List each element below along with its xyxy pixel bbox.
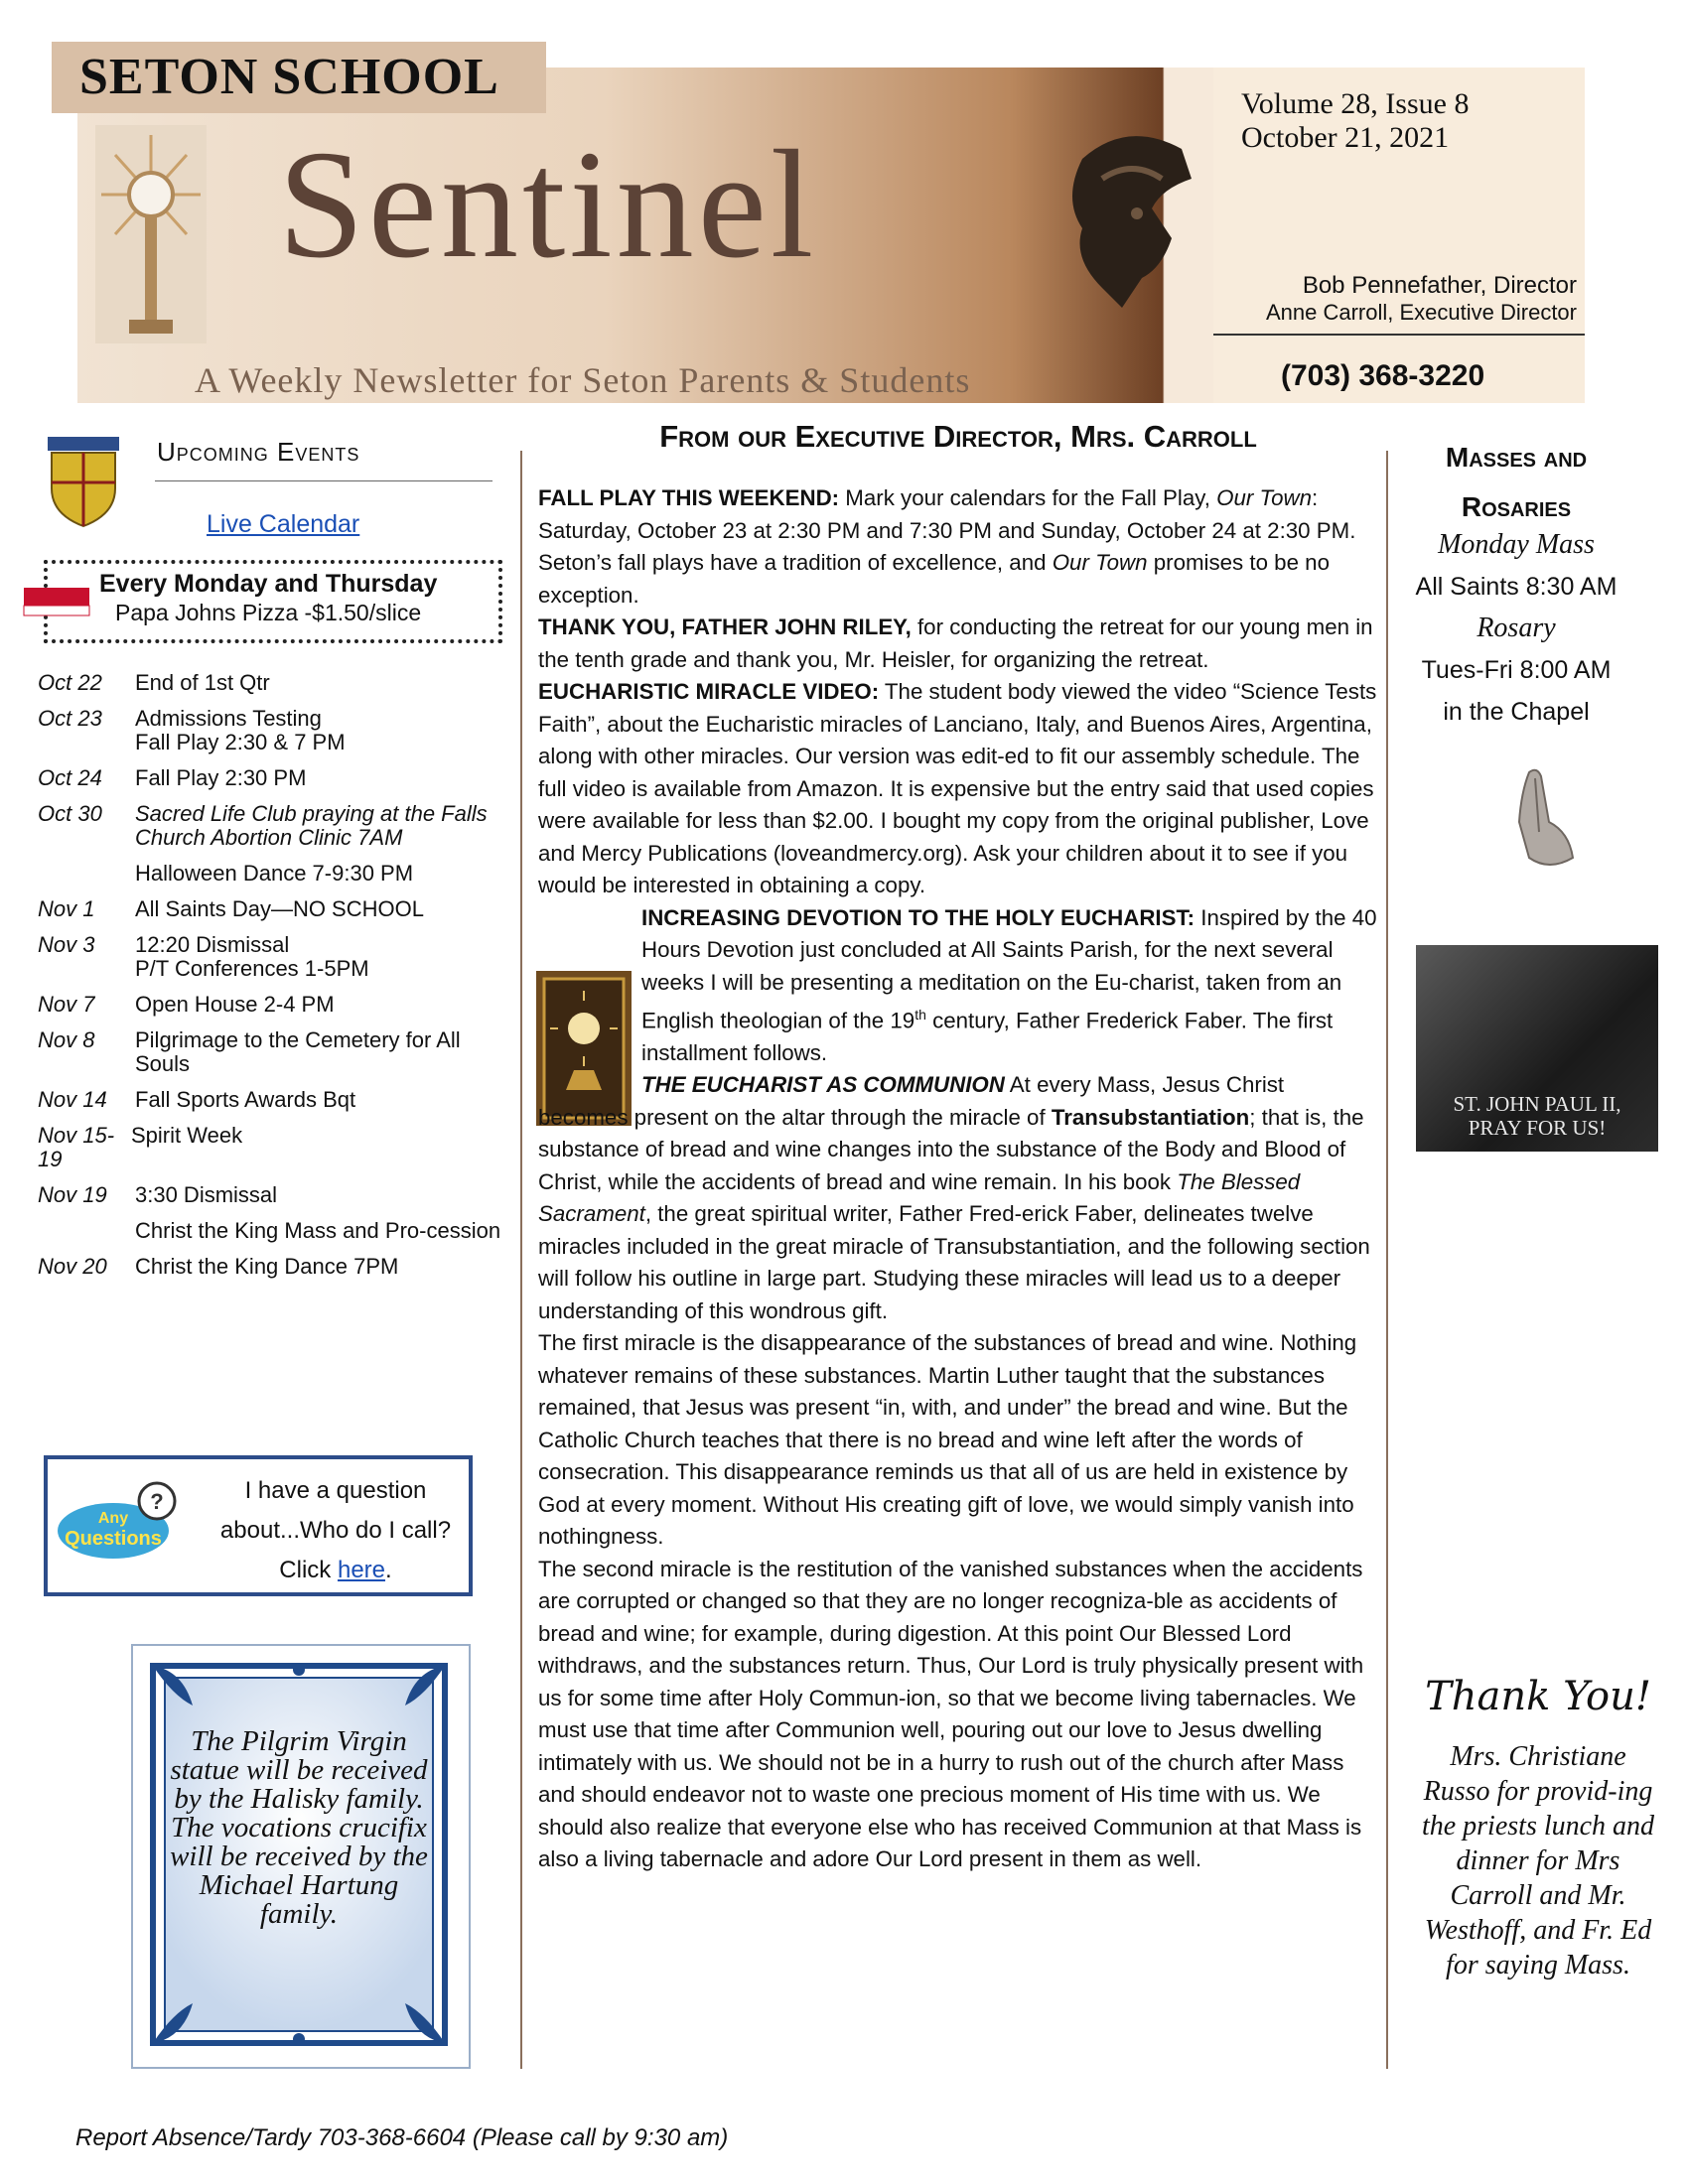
- event-text: 3:30 Dismissal: [135, 1182, 278, 1207]
- pilgrim-virgin-text: The Pilgrim Virgin statue will be received by the Halisky family. The vocations crucifix will be received by the Michael Hartung family.: [170, 1725, 428, 1930]
- event-text: [135, 707, 504, 754]
- event-item: [38, 993, 504, 1017]
- first-miracle-paragraph: The first miracle is the disappearance of the substances of bread and wine. Nothing whatever remains of these substances. Martin Luther taught that the substances remained, that Jesus was present “in, with, and under” the bread and wine. But the Catholic Church teaches that there is no bread and wine left after the words of consecration. This disappearance reminds us that all of us are held in existence by God at every moment. Without His creating gift of love, we would simply vanish into nothingness.: [538, 1330, 1357, 1550]
- questions-click-label: Click: [279, 1557, 332, 1583]
- directors-divider: [1213, 334, 1585, 336]
- questions-line3: [205, 1551, 467, 1590]
- executive-director-name: Anne Carroll, Executive Director: [1265, 300, 1577, 325]
- event-item: [38, 933, 504, 981]
- event-date: Oct 23: [38, 706, 102, 731]
- column-divider-left: [520, 451, 522, 2069]
- monday-mass-label: Monday Mass: [1438, 529, 1595, 560]
- executive-director-heading: From our Executive Director, Mrs. Carroll: [659, 419, 1257, 454]
- absence-report-footer: Report Absence/Tardy 703-368-6604 (Please call by 9:30 am): [75, 2124, 729, 2151]
- event-date: Nov 15-19: [38, 1123, 115, 1171]
- devotion-text: Inspired by the 40 Hours Devotion just concluded at All Saints Parish, for the next several weeks I will be presenting a meditation on the Eu-charist, taken from an English theologian of the 19: [641, 904, 1377, 1033]
- event-text: Spirit Week: [131, 1123, 243, 1148]
- tagline: A Weekly Newsletter for Seton Parents & Students: [195, 360, 971, 400]
- event-text: Christ the King Mass and Pro-cession: [135, 1218, 501, 1243]
- video-paragraph: [538, 676, 1378, 902]
- event-text: Fall Play 2:30 PM: [135, 765, 307, 790]
- event-date: Nov 14: [38, 1087, 107, 1112]
- event-text: End of 1st Qtr: [135, 670, 270, 695]
- volume-issue: Volume 28, Issue 8: [1241, 87, 1470, 120]
- event-item: [38, 1028, 504, 1076]
- event-date: Nov 7: [38, 992, 95, 1017]
- caption-line: PRAY FOR US!: [1468, 1116, 1607, 1140]
- column-divider-right: [1386, 451, 1388, 2069]
- event-item: [38, 1088, 504, 1112]
- caption-line: ST. JOHN PAUL II,: [1453, 1092, 1621, 1116]
- play-title: Our Town: [1052, 550, 1148, 575]
- communion-text: , the great spiritual writer, Father Fred-erick Faber, delineates twelve miracles included in the great miracle of Transubstantiation, and the following section will follow his outline in large part. Studying these miracles will lead us to a deeper understanding of this wondrous gift.: [538, 1201, 1370, 1323]
- rosary-label: Rosary: [1477, 613, 1556, 643]
- event-text: All Saints Day—NO SCHOOL: [135, 896, 424, 921]
- questions-line2: about...Who do I call?: [219, 1517, 452, 1544]
- event-date: Nov 19: [38, 1182, 107, 1207]
- john-paul-ii-caption: [1416, 1092, 1658, 1140]
- questions-line1: I have a question: [244, 1477, 427, 1504]
- pizza-price: Papa Johns Pizza -$1.50/slice: [115, 600, 422, 625]
- communion-heading: THE EUCHARIST AS COMMUNION: [641, 1072, 1005, 1098]
- event-date: Oct 22: [38, 670, 102, 695]
- event-item: [38, 802, 504, 850]
- event-text-line: 12:20 Dismissal: [135, 932, 290, 957]
- directors: [1217, 272, 1577, 326]
- upcoming-events-title: Upcoming Events: [157, 437, 360, 467]
- event-date: Nov 20: [38, 1254, 107, 1279]
- event-text: Sacred Life Club praying at the Falls Church Abortion Clinic 7AM: [135, 801, 488, 850]
- event-date: Nov 3: [38, 932, 95, 957]
- fall-play-heading: FALL PLAY THIS WEEKEND:: [538, 485, 840, 510]
- school-crest-icon: [44, 433, 123, 528]
- school-phone: (703) 368-3220: [1281, 359, 1485, 392]
- upcoming-events-divider: [155, 480, 492, 481]
- issue-info: [1241, 87, 1469, 155]
- fall-play-text: promises to be no exception.: [538, 550, 1330, 608]
- second-miracle-paragraph: The second miracle is the restitution of the vanished substances when the accidents are corrupted or changed so that they are no longer recogniza-ble as accidents of bread and wine; for example, during digestion. At this point Our Blessed Lord withdraws, and the substances return. Thus, Our Lord is truly physically present with us for some time after Holy Commun-ion, so that we become living tabernacles. We must use that time after Communion well, pouring out our love to Jesus dwelling intimately with us. We should not be in a hurry to rush out of the church after Mass and should endeavor not to waste one precious moment of His time with us. We should also realize that everyone else who has received Communion at that Mass is also a living tabernacle and adore Our Lord present in them as well.: [538, 1556, 1364, 1872]
- event-item: [38, 671, 504, 695]
- communion-text: At every Mass, Jesus Christ becomes present on the altar through the miracle of: [538, 1072, 1285, 1130]
- svg-text:?: ?: [150, 1489, 164, 1514]
- thanks-paragraph: [538, 612, 1378, 676]
- praying-hands-icon: [1489, 762, 1585, 874]
- issue-date: October 21, 2021: [1241, 121, 1450, 154]
- event-item: [38, 1219, 504, 1243]
- event-text-line: Fall Play 2:30 & 7 PM: [135, 730, 346, 754]
- event-text: Halloween Dance 7-9:30 PM: [135, 861, 414, 886]
- thank-you-heading: Thank You!: [1425, 1674, 1651, 1719]
- event-text-line: Admissions Testing: [135, 706, 322, 731]
- masses-schedule: [1390, 524, 1642, 733]
- questions-period: .: [385, 1557, 392, 1583]
- event-text: Open House 2-4 PM: [135, 992, 335, 1017]
- event-text: Pilgrimage to the Cemetery for All Souls: [135, 1027, 461, 1076]
- questions-text: [205, 1471, 467, 1590]
- school-name: SETON SCHOOL: [79, 49, 499, 105]
- svg-text:Questions: Questions: [65, 1528, 162, 1550]
- event-date: Nov 8: [38, 1027, 95, 1052]
- events-list: [38, 671, 504, 1291]
- event-date: Nov 1: [38, 896, 95, 921]
- event-text-line: P/T Conferences 1-5PM: [135, 956, 369, 981]
- fall-play-text: : Saturday, October 23 at 2:30 PM and 7:30 PM and Sunday, October 24 at 2:30 PM. Seton’s fall plays have a tradition of excellence, and: [538, 485, 1356, 575]
- monstrance-image: [95, 125, 207, 343]
- video-heading: EUCHARISTIC MIRACLE VIDEO:: [538, 679, 880, 704]
- communion-paragraph: [538, 1069, 1378, 1327]
- fall-play-paragraph: [538, 482, 1378, 612]
- masses-heading: Masses and Rosaries: [1445, 442, 1588, 522]
- pizza-heading: Every Monday and Thursday: [99, 570, 438, 598]
- devotion-heading: INCREASING DEVOTION TO THE HOLY EUCHARIST:: [641, 904, 1196, 930]
- devotion-text: century, Father Frederick Faber. The first installment follows.: [641, 1008, 1334, 1065]
- communion-text: ; that is, the substance of bread and wine changes into the substance of the Body and Blood of Christ, while the accidents of bread and wine remain. In his book: [538, 1104, 1364, 1194]
- event-date: Oct 30: [38, 801, 102, 826]
- event-text: [135, 933, 504, 981]
- event-item: [38, 897, 504, 921]
- book-title: The Blessed Sacrament: [538, 1168, 1301, 1227]
- fall-play-text: Mark your calendars for the Fall Play,: [839, 485, 1217, 510]
- devotion-paragraph: [538, 902, 1378, 1070]
- thanks-text: for conducting the retreat for our young men in the tenth grade and thank you, Mr. Heisler, for organizing the retreat.: [538, 614, 1373, 672]
- any-questions-icon: [54, 1479, 189, 1565]
- superscript: th: [914, 1007, 926, 1023]
- video-text: The student body viewed the video “Science Tests Faith”, about the Eucharistic miracles of Lanciano, Italy, and Buenos Aires, Argentina, along with other miracles. Our version was edit-ed to fit our assembly schedule. The full video is available from Amazon. It is expensive but the entry said that used copies were available for less than $2.00. I bought my copy from the original publisher, Love and Mercy Publications (loveandmercy.org). Ask your children about it to see if you would be interested in obtaining a copy.: [538, 679, 1377, 897]
- newsletter-title: Sentinel: [278, 118, 818, 290]
- rosary-time: Tues-Fri 8:00 AM: [1421, 656, 1612, 684]
- director-name: Bob Pennefather, Director: [1302, 272, 1577, 299]
- event-item: [38, 707, 504, 754]
- thanks-heading: THANK YOU, FATHER JOHN RILEY,: [538, 614, 912, 639]
- thank-you-text: Mrs. Christiane Russo for provid-ing the priests lunch and dinner for Mrs Carroll and Mr. Westhoff, and Fr. Ed for saying Mass.: [1421, 1741, 1655, 1980]
- papa-johns-logo: [22, 582, 91, 621]
- svg-text:Any: Any: [97, 1510, 129, 1527]
- play-title: Our Town: [1216, 485, 1312, 510]
- live-calendar-link[interactable]: Live Calendar: [207, 510, 360, 538]
- questions-here-link[interactable]: here: [337, 1557, 386, 1583]
- event-text: Christ the King Dance 7PM: [135, 1254, 399, 1279]
- event-item: [38, 1255, 504, 1279]
- article-body: [538, 482, 1378, 1876]
- knight-helmet-icon: [1043, 119, 1211, 318]
- all-saints-time: All Saints 8:30 AM: [1415, 573, 1618, 601]
- event-item: [38, 1183, 504, 1207]
- transubstantiation-term: Transubstantiation: [1051, 1104, 1250, 1130]
- event-date: [38, 862, 135, 886]
- event-text: Fall Sports Awards Bqt: [135, 1087, 356, 1112]
- event-item: [38, 1124, 504, 1171]
- event-date: Oct 24: [38, 765, 102, 790]
- event-date: [38, 1219, 135, 1243]
- event-item: [38, 766, 504, 790]
- event-item: [38, 862, 504, 886]
- rosary-location: in the Chapel: [1443, 698, 1590, 726]
